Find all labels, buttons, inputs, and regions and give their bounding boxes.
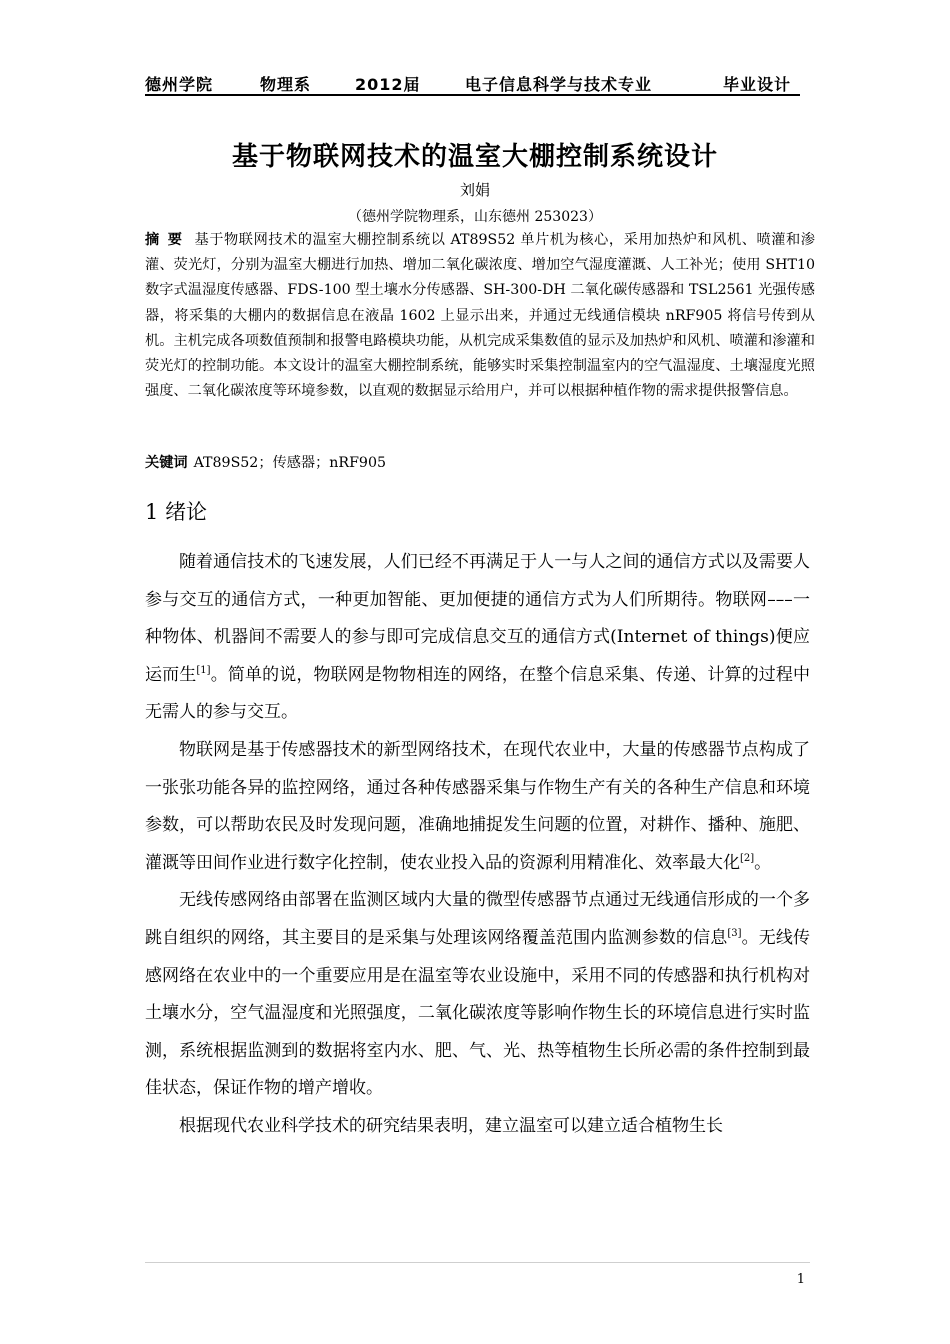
abstract [145, 228, 815, 404]
section-number: 1 [145, 500, 159, 524]
paragraph-text: 。 [754, 852, 772, 873]
keywords-label: 关键词 [145, 455, 188, 471]
keywords-text: AT89S52；传感器；nRF905 [193, 455, 387, 471]
paragraph-text: 根据现代农业科学技术的研究结果表明，建立温室可以建立适合植物生长 [179, 1115, 723, 1136]
section-heading [145, 496, 207, 526]
running-header [145, 70, 800, 96]
paragraph-text: 物联网是基于传感器技术的新型网络技术，在现代农业中，大量的传感器节点构成了一张张功能各异的监控网络，通过各种传感器采集与作物生产有关的各种生产信息和环境参数，可以帮助农民及时发现问题，准确地捕捉发生问题的位置，对耕作、播种、施肥、灌溉等田间作业进行数字化控制，使农业投入品的资源利用精准化、效率最大化 [145, 739, 810, 873]
paragraph [145, 544, 810, 732]
author-name: 刘娟 [459, 181, 490, 199]
header-year: 2012届 [355, 75, 421, 94]
citation-ref[interactable]: [3] [727, 927, 742, 939]
header-major: 电子信息科学与技术专业 [465, 75, 653, 94]
page-number: 1 [796, 1272, 805, 1287]
abstract-text: 基于物联网技术的温室大棚控制系统以 AT89S52 单片机为核心，采用加热炉和风机、喷灌和渗灌、荧光灯，分别为温室大棚进行加热、增加二氧化碳浓度、增加空气湿度灌溉、人工补光；使用 SHT10 数字式温湿度传感器、FDS-100 型土壤水分传感器、SH-300-DH 二氧化碳传感器和 TSL2561 光强传感器，将采集的大棚内的数据信息在液晶 1602 上显示出来，并通过无线通信模块 nRF905 将信号传到从机。主机完成各项数值预制和报警电路模块功能，从机完成采集数值的显示及加热炉和风机、喷灌和渗灌和荧光灯的控制功能。本文设计的温室大棚控制系统，能够实时采集控制温室内的空气温湿度、土壤湿度光照强度、二氧化碳浓度等环境参数，以直观的数据显示给用户，并可以根据种植作物的需求提供报警信息。 [145, 232, 815, 400]
abstract-label: 摘要 [145, 232, 191, 248]
section-title: 绪论 [165, 500, 208, 524]
paragraph-text: 随着通信技术的飞速发展，人们已经不再满足于人一与人之间的通信方式以及需要人参与交互的通信方式，一种更加智能、更加便捷的通信方式为人们所期待。物联网–––一种物体、机器间不需要人的参与即可完成信息交互的通信方式(Internet of things)便应运而生 [145, 552, 810, 685]
paragraph [145, 732, 810, 882]
author-affiliation: （德州学院物理系，山东德州 253023） [348, 209, 602, 225]
header-department: 物理系 [260, 75, 312, 94]
footer-divider [145, 1262, 810, 1263]
header-type: 毕业设计 [723, 75, 792, 94]
header-school: 德州学院 [145, 75, 214, 94]
body-text [145, 544, 810, 1146]
paper-title: 基于物联网技术的温室大棚控制系统设计 [231, 142, 718, 172]
paragraph-text: 。无线传感网络在农业中的一个重要应用是在温室等农业设施中，采用不同的传感器和执行机构对土壤水分，空气温湿度和光照强度，二氧化碳浓度等影响作物生长的环境信息进行实时监测，系统根据监测到的数据将室内水、肥、气、光、热等植物生长所必需的条件控制到最佳状态，保证作物的增产增收。 [145, 927, 811, 1099]
paragraph [145, 1108, 810, 1146]
paragraph [145, 882, 810, 1108]
paragraph-text: 。简单的说，物联网是物物相连的网络，在整个信息采集、传递、计算的过程中无需人的参与交互。 [145, 664, 811, 723]
citation-ref[interactable]: [2] [740, 852, 755, 864]
citation-ref[interactable]: [1] [196, 664, 211, 676]
keywords [145, 452, 815, 472]
paragraph-text: 无线传感网络由部署在监测区域内大量的微型传感器节点通过无线通信形成的一个多跳自组织的网络，其主要目的是采集与处理该网络覆盖范围内监测参数的信息 [145, 890, 810, 948]
